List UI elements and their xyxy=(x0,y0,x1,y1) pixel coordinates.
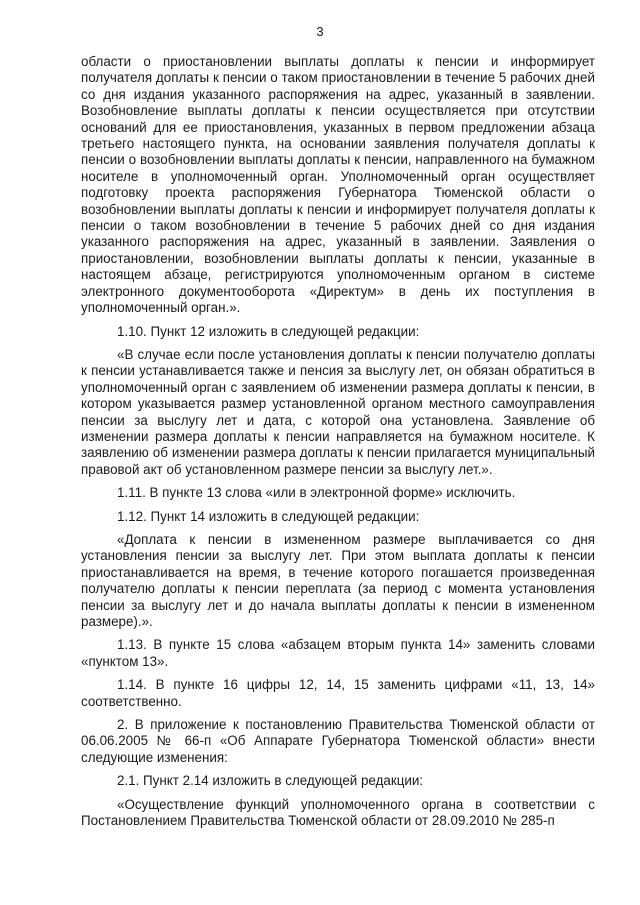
paragraph-quote-point-2-14: «Осуществление функций уполномоченного органа в соответствии с Постановлением Правительства Тюменской области от 28.09.2010 № 285-п xyxy=(81,796,595,829)
page-number: 3 xyxy=(316,24,324,39)
paragraph-item-1-11: 1.11. В пункте 13 слова «или в электронной форме» исключить. xyxy=(117,485,516,501)
paragraph-item-1-13: 1.13. В пункте 15 слова «абзацем вторым пункта 14» заменить словами «пунктом 13». xyxy=(81,637,595,669)
paragraph-item-1-12: 1.12. Пункт 14 изложить в следующей редакции: xyxy=(117,508,420,524)
document-body xyxy=(81,54,595,829)
paragraph-item-2: 2. В приложение к постановлению Правительства Тюменской области от 06.06.2005 № 66-п «Об Аппарате Губернатора Тюменской области» внести следующие изменения: xyxy=(81,717,595,765)
paragraph-continuation: области о приостановлении выплаты доплаты к пенсии и информирует получателя доплаты к пенсии о таком приостановлении в течение 5 рабочих дней со дня издания указанного распоряжения на адрес, указанный в заявлении. Возобновление выплаты доплаты к пенсии осуществляется при отсутствии оснований для ее приостановления, указанных в первом предложении абзаца третьего настоящего пункта, на основании заявления получателя доплаты к пенсии о возобновлении выплаты доплаты к пенсии, направленного на бумажном носителе в уполномоченный орган. Уполномоченный орган осуществляет подготовку проекта распоряжения Губернатора Тюменской области о возобновлении выплаты доплаты к пенсии и информирует получателя доплаты к пенсии о таком возобновлении в течение 5 рабочих дней со дня издания указанного распоряжения на адрес, указанный в заявлении. Заявления о приостановлении, возобновлении выплаты доплаты к пенсии, указанные в настоящем абзаце, регистрируются уполномоченным органом в системе электронного документооборота «Директум» в день их поступления в уполномоченный орган.». xyxy=(81,54,595,316)
paragraph-item-1-14: 1.14. В пункте 16 цифры 12, 14, 15 заменить цифрами «11, 13, 14» соответственно. xyxy=(81,677,595,709)
paragraph-item-1-10: 1.10. Пункт 12 изложить в следующей редакции: xyxy=(117,323,420,339)
paragraph-quote-point-12: «В случае если после установления доплаты к пенсии получателю доплаты к пенсии устанавливается также и пенсия за выслугу лет, он обязан обратиться в уполномоченный орган с заявлением об изменении размера доплаты к пенсии, в котором указывается размер установленной органом местного самоуправления пенсии за выслугу лет и дата, с которой она установлена. Заявление об изменении размера доплаты к пенсии направляется на бумажном носителе. К заявлению об изменении размера доплаты к пенсии прилагается муниципальный правовой акт об установленном размере пенсии за выслугу лет.». xyxy=(81,346,595,477)
paragraph-item-2-1: 2.1. Пункт 2.14 изложить в следующей редакции: xyxy=(117,773,424,789)
paragraph-quote-point-14: «Доплата к пенсии в измененном размере выплачивается со дня установления пенсии за выслугу лет. При этом выплата доплаты к пенсии приостанавливается на время, в течение которого погашается произведенная получателю доплаты к пенсии переплата (за период с момента установления пенсии за выслугу лет и до начала выплаты доплаты к пенсии в измененном размере).». xyxy=(81,531,595,629)
